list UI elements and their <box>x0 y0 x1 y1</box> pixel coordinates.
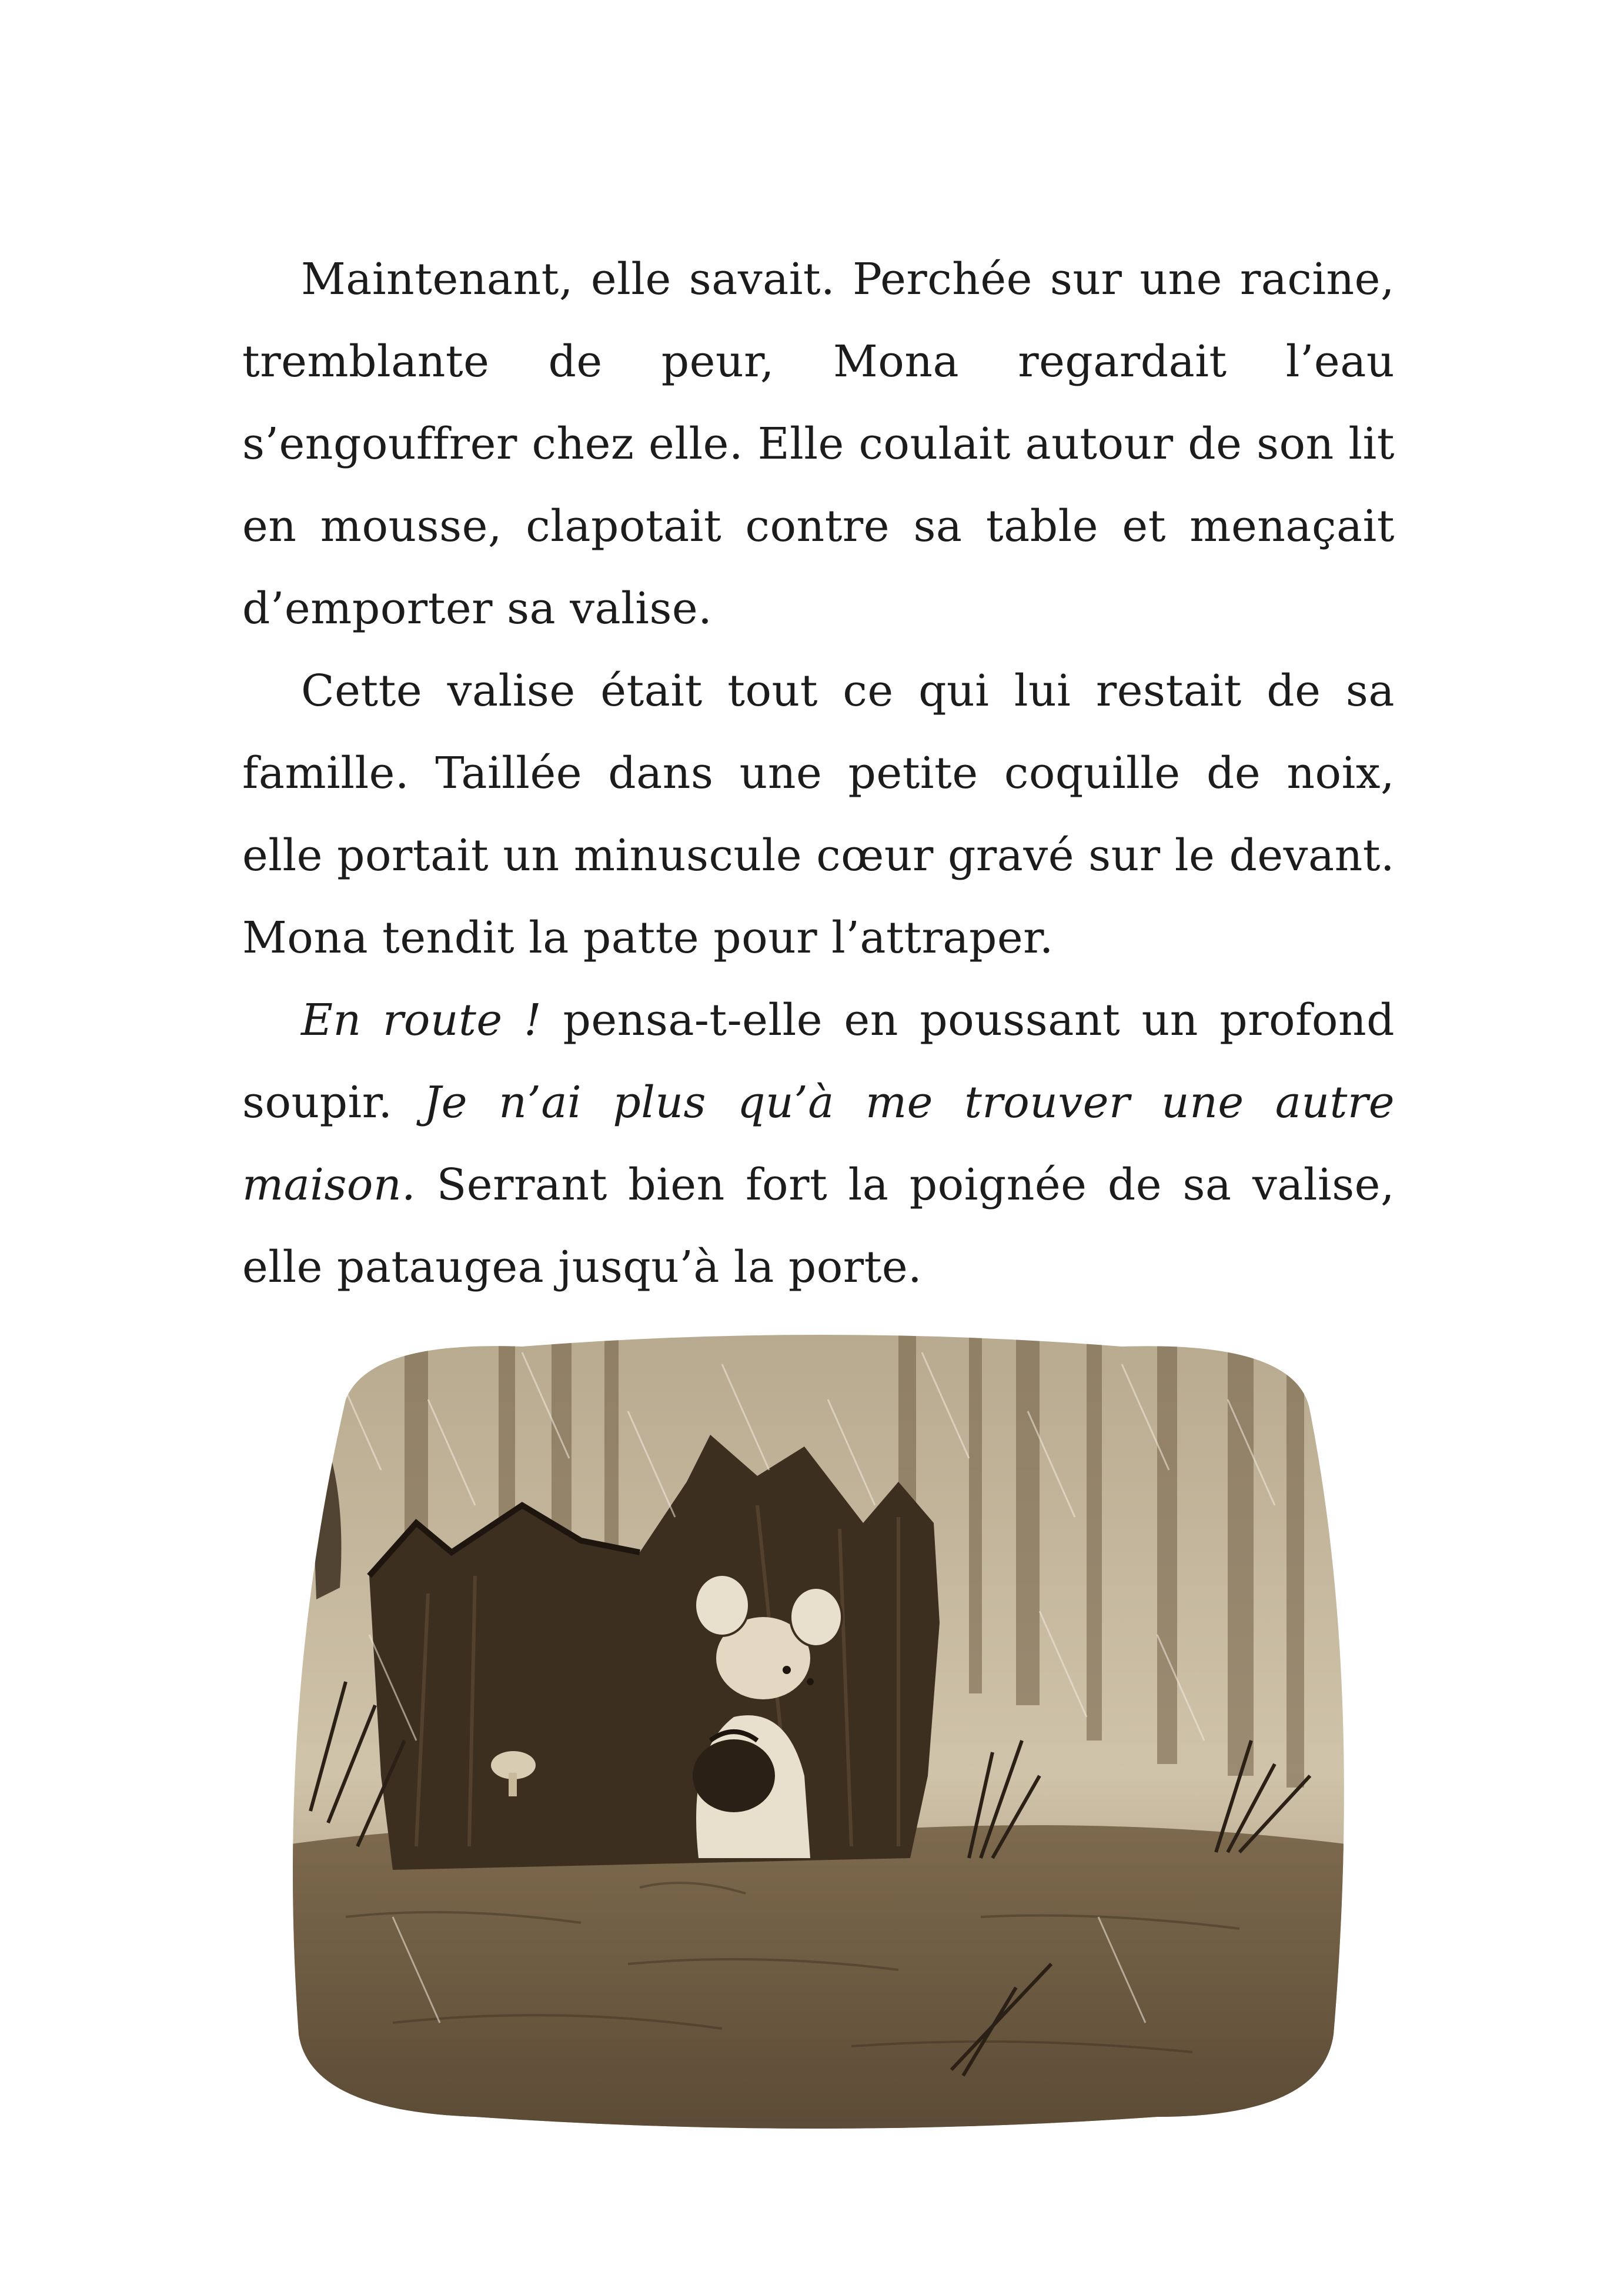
paragraph-3-italic-exclamation: En route ! <box>301 995 542 1045</box>
paragraph-2-text: Cette valise était tout ce qui lui restait de sa famille. Taillée dans une petite coquille de noix, elle portait un minuscule cœur gravé sur le devant. Mona tendit la patte pour l’attraper. <box>242 666 1395 963</box>
illustration-mouse-in-flood <box>275 1329 1364 2134</box>
paragraph-3-text-a: pensa-t-elle en poussant un profond soupir. <box>242 995 1395 1128</box>
paragraph-3-italic-thought: Je n’ai plus qu’à me trouver une autre maison. <box>242 1077 1395 1210</box>
flood-water <box>275 1825 1364 2134</box>
paragraph-3 <box>242 979 1395 1308</box>
paragraph-2 <box>242 650 1395 979</box>
body-text <box>242 238 1395 1308</box>
paragraph-1 <box>242 238 1395 650</box>
paragraph-3-text-b: Serrant bien fort la poignée de sa valise, elle pataugea jusqu’à la porte. <box>242 1160 1395 1292</box>
paragraph-1-text: Maintenant, elle savait. Perchée sur une racine, tremblante de peur, Mona regardait l’eau s’engouffrer chez elle. Elle coulait autour de son lit en mousse, clapotait contre sa table et menaçait d’emporter sa valise. <box>242 254 1395 634</box>
